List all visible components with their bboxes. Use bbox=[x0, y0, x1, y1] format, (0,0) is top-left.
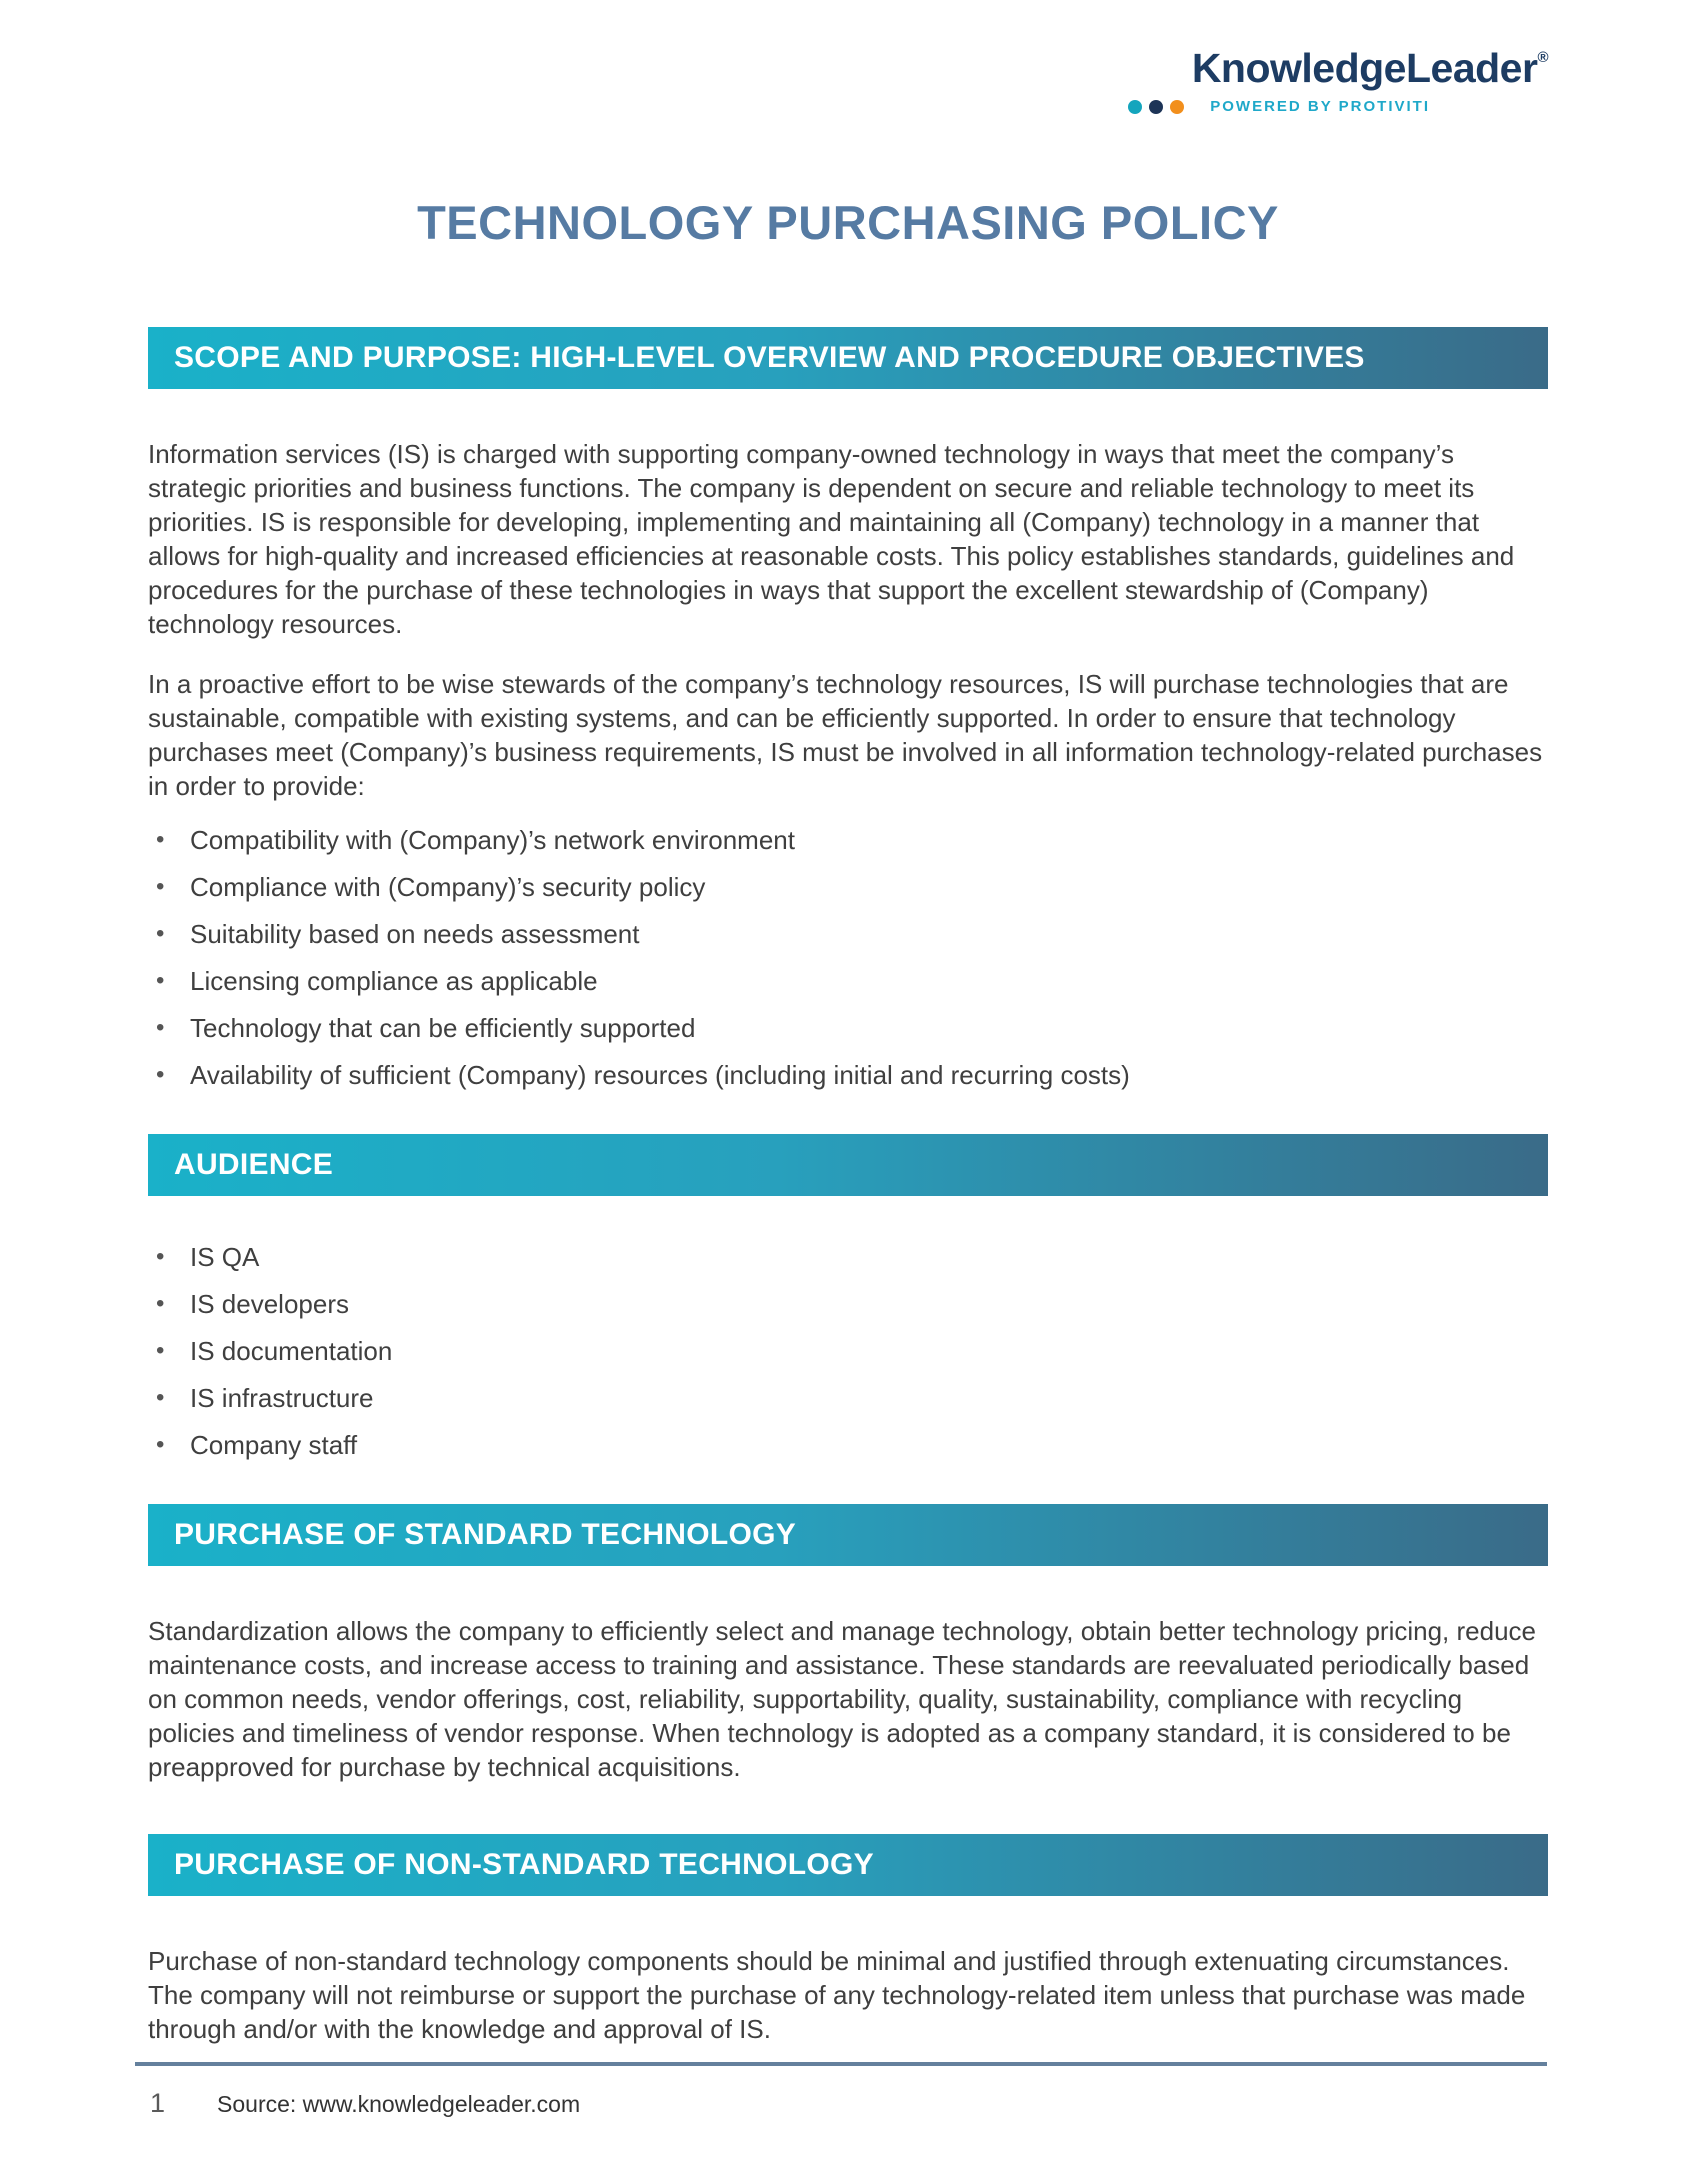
brand-logo-text: KnowledgeLeader bbox=[1191, 45, 1538, 91]
bullet-text: IS infrastructure bbox=[190, 1383, 374, 1413]
list-item bbox=[148, 1287, 1548, 1321]
bullet-icon: • bbox=[156, 1290, 165, 1317]
bullet-text: IS QA bbox=[190, 1242, 260, 1272]
section-heading-purchase-non-standard: PURCHASE OF NON-STANDARD TECHNOLOGY bbox=[148, 1834, 1548, 1896]
bullet-text: Technology that can be efficiently supported bbox=[190, 1013, 696, 1043]
page-title: TECHNOLOGY PURCHASING POLICY bbox=[417, 196, 1279, 249]
footer-source: Source: www.knowledgeleader.com bbox=[217, 2091, 581, 2117]
list-item bbox=[148, 1058, 1548, 1092]
scope-paragraph-1: Information services (IS) is charged with supporting company-owned technology in ways that meet the company’s strategic priorities and business functions. The company is dependent on secure and reliable technology to meet its priorities. IS is responsible for developing, implementing and maintaining all (Company) technology in a manner that allows for high-quality and increased efficiencies at reasonable costs. This policy establishes standards, guidelines and procedures for the purchase of these technologies in ways that support the excellent stewardship of (Company) technology resources. bbox=[148, 439, 1515, 639]
audience-bullet-list bbox=[148, 1240, 1548, 1462]
scope-paragraph-2: In a proactive effort to be wise stewards of the company’s technology resources, IS will purchase technologies that are sustainable, compatible with existing systems, and can be efficiently supported. In order to ensure that technology purchases meet (Company)’s business requirements, IS must be involved in all information technology-related purchases in order to provide: bbox=[148, 669, 1543, 801]
footer bbox=[150, 2088, 580, 2119]
bullet-text: Compatibility with (Company)’s network environment bbox=[190, 825, 795, 855]
list-item bbox=[148, 964, 1548, 998]
non-standard-technology-paragraph: Purchase of non-standard technology components should be minimal and justified through extenuating circumstances. The company will not reimburse or support the purchase of any technology-related item unless that purchase was made through and/or with the knowledge and approval of IS. bbox=[148, 1946, 1526, 2044]
section-heading-scope-and-purpose: SCOPE AND PURPOSE: HIGH-LEVEL OVERVIEW AND PROCEDURE OBJECTIVES bbox=[148, 327, 1548, 389]
section-heading-audience: AUDIENCE bbox=[148, 1134, 1548, 1196]
bullet-text: Compliance with (Company)’s security policy bbox=[190, 872, 706, 902]
brand-subline bbox=[1128, 98, 1430, 115]
list-item bbox=[148, 917, 1548, 951]
bullet-icon: • bbox=[156, 1243, 165, 1270]
standard-technology-paragraph: Standardization allows the company to efficiently select and manage technology, obtain better technology pricing, reduce maintenance costs, and increase access to training and assistance. These standards are reevaluated periodically based on common needs, vendor offerings, cost, reliability, supportability, quality, sustainability, compliance with recycling policies and timeliness of vendor response. When technology is adopted as a company standard, it is considered to be preapproved for purchase by technical acquisitions. bbox=[148, 1616, 1537, 1782]
list-item bbox=[148, 1011, 1548, 1045]
bullet-icon: • bbox=[156, 826, 165, 853]
bullet-text: IS documentation bbox=[190, 1336, 393, 1366]
scope-bullet-list bbox=[148, 823, 1548, 1092]
bullet-text: Availability of sufficient (Company) resources (including initial and recurring costs) bbox=[190, 1060, 1130, 1090]
list-item bbox=[148, 870, 1548, 904]
brand-dot-navy-icon bbox=[1149, 100, 1163, 114]
footer-divider bbox=[135, 2062, 1547, 2066]
section-heading-purchase-standard: PURCHASE OF STANDARD TECHNOLOGY bbox=[148, 1504, 1548, 1566]
bullet-text: IS developers bbox=[190, 1289, 349, 1319]
list-item bbox=[148, 1334, 1548, 1368]
bullet-icon: • bbox=[156, 1384, 165, 1411]
brand-block bbox=[148, 36, 1548, 115]
brand-logo bbox=[1192, 36, 1548, 90]
brand-dot-teal-icon bbox=[1128, 100, 1142, 114]
brand-dot-orange-icon bbox=[1170, 100, 1184, 114]
bullet-text: Licensing compliance as applicable bbox=[190, 966, 598, 996]
list-item bbox=[148, 1381, 1548, 1415]
bullet-icon: • bbox=[156, 920, 165, 947]
bullet-icon: • bbox=[156, 1061, 165, 1088]
bullet-icon: • bbox=[156, 1431, 165, 1458]
bullet-icon: • bbox=[156, 1014, 165, 1041]
bullet-icon: • bbox=[156, 1337, 165, 1364]
brand-dots bbox=[1128, 100, 1184, 114]
registered-mark: ® bbox=[1537, 49, 1548, 66]
bullet-text: Suitability based on needs assessment bbox=[190, 919, 640, 949]
bullet-icon: • bbox=[156, 873, 165, 900]
page-number: 1 bbox=[150, 2088, 166, 2118]
bullet-icon: • bbox=[156, 967, 165, 994]
list-item bbox=[148, 823, 1548, 857]
bullet-text: Company staff bbox=[190, 1430, 358, 1460]
list-item bbox=[148, 1240, 1548, 1274]
list-item bbox=[148, 1428, 1548, 1462]
brand-tagline: POWERED BY PROTIVITI bbox=[1210, 98, 1430, 115]
